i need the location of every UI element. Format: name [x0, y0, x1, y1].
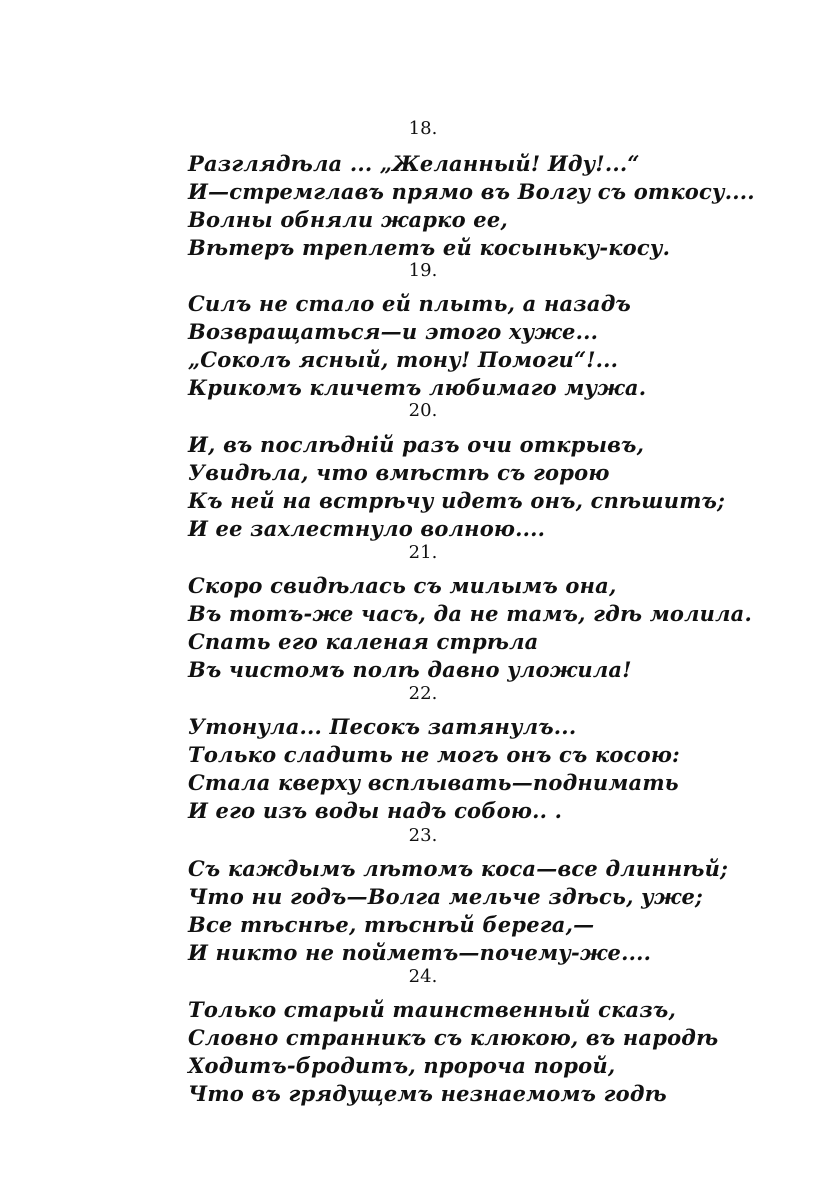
stanza — [188, 996, 808, 1108]
verse-line: Увидѣла, что вмѣстѣ съ горою — [188, 460, 610, 485]
verse-line: Возвращаться—и этого хуже... — [188, 319, 599, 344]
stanza — [188, 290, 808, 402]
verse-line: Что въ грядущемъ незнаемомъ годѣ — [188, 1081, 667, 1106]
verse-line: Все тѣснѣе, тѣснѣй берега,— — [188, 912, 595, 937]
verse-line: Только старый таинственный сказъ, — [188, 997, 676, 1022]
stanza-number: 20. — [408, 400, 438, 421]
verse-line: Только сладить не могъ онъ съ косою: — [188, 742, 681, 767]
verse-line: Крикомъ кличетъ любимаго мужа. — [188, 375, 647, 400]
verse-line: Ходитъ-бродитъ, пророча порой, — [188, 1053, 616, 1078]
verse-line: И, въ послѣдній разъ очи открывъ, — [188, 432, 645, 457]
verse-line: Волны обняли жарко ее, — [188, 207, 508, 232]
stanza-number: 22. — [408, 683, 438, 704]
verse-line: Къ ней на встрѣчу идетъ онъ, спѣшитъ; — [188, 488, 726, 513]
verse-line: Въ чистомъ полѣ давно уложила! — [188, 657, 632, 682]
verse-line: И никто не пойметъ—почему-же.... — [188, 940, 652, 965]
verse-line: И—стремглавъ прямо въ Волгу съ откосу.... — [188, 179, 755, 204]
verse-line: Съ каждымъ лѣтомъ коса—все длиннѣй; — [188, 856, 729, 881]
verse-line: Въ тотъ-же часъ, да не тамъ, гдѣ молила. — [188, 601, 752, 626]
verse-line: Словно странникъ съ клюкою, въ народѣ — [188, 1025, 719, 1050]
verse-line: И ее захлестнуло волною.... — [188, 516, 546, 541]
verse-line: Спать его каленая стрѣла — [188, 629, 539, 654]
stanza-number: 24. — [408, 966, 438, 987]
stanza — [188, 572, 808, 684]
verse-line: Скоро свидѣлась съ милымъ она, — [188, 573, 617, 598]
stanza-number: 21. — [408, 542, 438, 563]
verse-line: Что ни годъ—Волга мельче здѣсь, уже; — [188, 884, 703, 909]
stanza-number: 18. — [408, 118, 438, 139]
verse-line: Вѣтеръ треплетъ ей косыньку-косу. — [188, 235, 671, 260]
stanza — [188, 713, 808, 825]
verse-line: „Соколъ ясный, тону! Помоги“!... — [188, 347, 619, 372]
verse-line: Силъ не стало ей плыть, а назадъ — [188, 291, 631, 316]
verse-line: И его изъ воды надъ собою.. . — [188, 798, 563, 823]
verse-line: Утонула... Песокъ затянулъ... — [188, 714, 577, 739]
verse-line: Стала кверху всплывать—поднимать — [188, 770, 679, 795]
stanza — [188, 150, 808, 262]
stanza — [188, 855, 808, 967]
stanza-number: 19. — [408, 260, 438, 281]
stanza-number: 23. — [408, 825, 438, 846]
stanza — [188, 431, 808, 543]
verse-line: Разглядѣла ... „Желанный! Иду!...“ — [188, 151, 640, 176]
